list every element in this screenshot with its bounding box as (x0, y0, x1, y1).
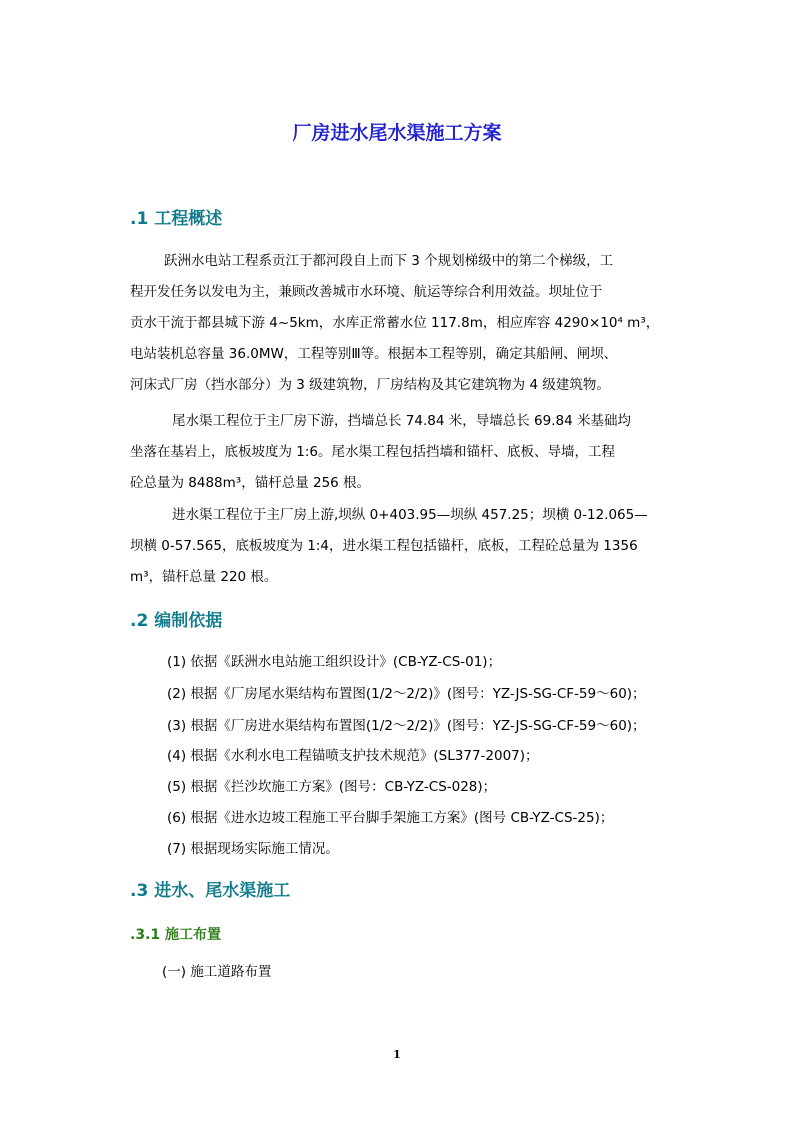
document-title: 厂房进水尾水渠施工方案 (292, 122, 502, 144)
section-1-paragraph-1 (130, 246, 698, 401)
page-number: 1 (393, 1048, 401, 1061)
reference-item: (2) 根据《厂房尾水渠结构布置图(1/2～2/2)》(图号：YZ-JS-SG-CF-59～60)； (167, 686, 646, 702)
paragraph-line: 贡水干流于都县城下游 4~5km，水库正常蓄水位 117.8m，相应库容 4290×10⁴ m³， (130, 315, 660, 331)
section-1-paragraph-3 (130, 500, 698, 593)
paragraph-line: 跃洲水电站工程系贡江于都河段自上而下 3 个规划梯级中的第二个梯级，工 (164, 253, 614, 269)
reference-item: (5) 根据《拦沙坎施工方案》(图号：CB-YZ-CS-028)； (167, 779, 497, 795)
reference-item: (3) 根据《厂房进水渠结构布置图(1/2～2/2)》(图号：YZ-JS-SG-CF-59～60)； (167, 718, 646, 734)
reference-item: (1) 依据《跃洲水电站施工组织设计》(CB-YZ-CS-01)； (167, 654, 502, 670)
paragraph-line: 程开发任务以发电为主，兼顾改善城市水环境、航运等综合利用效益。坝址位于 (130, 284, 603, 300)
reference-item: (4) 根据《水利水电工程锚喷支护技术规范》(SL377-2007)； (167, 748, 539, 764)
subsection-item: (一) 施工道路布置 (162, 964, 272, 980)
paragraph-line: m³，锚杆总量 220 根。 (130, 569, 278, 585)
paragraph-line: 尾水渠工程位于主厂房下游，挡墙总长 74.84 米，导墙总长 69.84 米基础均 (172, 413, 631, 429)
paragraph-line: 进水渠工程位于主厂房上游,坝纵 0+403.95—坝纵 457.25；坝横 0-12.065— (172, 507, 648, 523)
section-2-heading: .2 编制依据 (130, 611, 223, 631)
paragraph-line: 砼总量为 8488m³，锚杆总量 256 根。 (130, 475, 371, 491)
section-1-paragraph-2 (130, 406, 698, 499)
section-3-heading: .3 进水、尾水渠施工 (130, 881, 291, 901)
paragraph-line: 河床式厂房（挡水部分）为 3 级建筑物，厂房结构及其它建筑物为 4 级建筑物。 (130, 377, 610, 393)
paragraph-line: 坝横 0-57.565，底板坡度为 1:4，进水渠工程包括锚杆，底板，工程砼总量为 1356 (130, 538, 638, 554)
paragraph-line: 坐落在基岩上，底板坡度为 1:6。尾水渠工程包括挡墙和锚杆、底板、导墙，工程 (130, 444, 616, 460)
reference-item: (6) 根据《进水边坡工程施工平台脚手架施工方案》(图号 CB-YZ-CS-25)； (167, 810, 614, 826)
reference-item: (7) 根据现场实际施工情况。 (167, 841, 339, 857)
subsection-3-1-heading: .3.1 施工布置 (130, 927, 221, 943)
paragraph-line: 电站装机总容量 36.0MW，工程等别Ⅲ等。根据本工程等别，确定其船闸、闸坝、 (130, 346, 618, 362)
section-1-heading: .1 工程概述 (130, 209, 223, 229)
